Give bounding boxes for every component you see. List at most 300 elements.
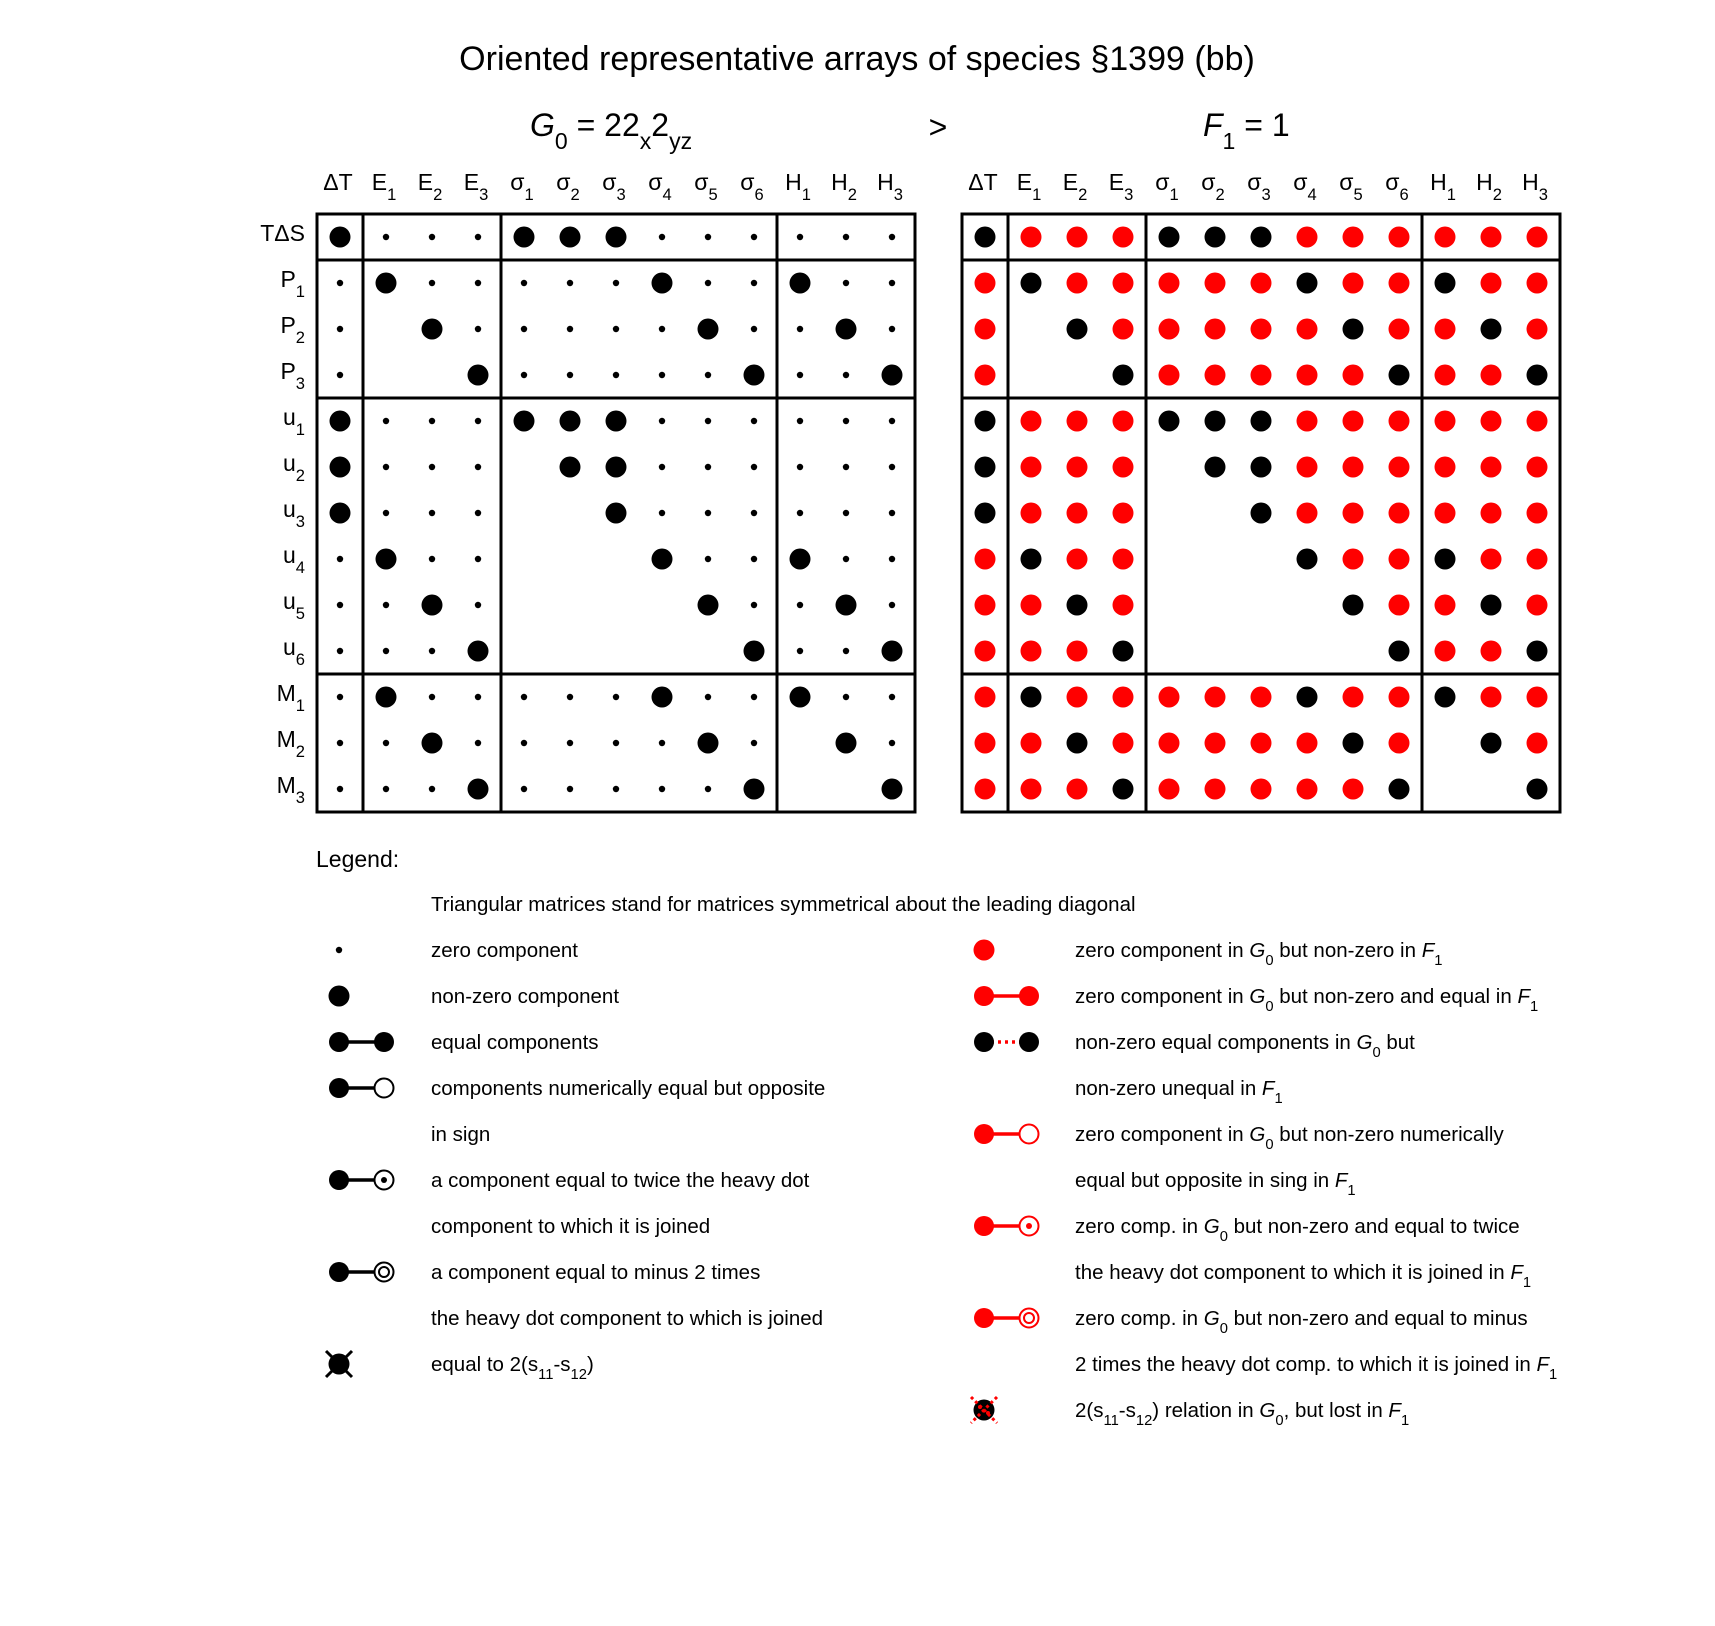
non-zero-component-dot [1021, 549, 1042, 570]
red-component-dot [1113, 227, 1134, 248]
non-zero-component-dot [560, 227, 581, 248]
non-zero-component-dot [422, 733, 443, 754]
non-zero-component-dot [698, 595, 719, 616]
zero-component-dot [797, 602, 803, 608]
column-label: $\sigma_1$ [510, 169, 534, 204]
non-zero-component-dot [1481, 733, 1502, 754]
row-label: $u_6$ [283, 634, 305, 669]
zero-component-dot [383, 648, 389, 654]
red-component-dot [1113, 411, 1134, 432]
row-label: $u_2$ [283, 450, 305, 485]
red-component-dot [1343, 457, 1364, 478]
legend-text: equal to $2(s_{11}-s_{12})$ [431, 1353, 594, 1383]
heavy-dot [974, 1216, 994, 1236]
non-zero-component-dot [330, 227, 351, 248]
red-component-dot [1067, 273, 1088, 294]
zero-component-dot [659, 326, 665, 332]
red-component-dot [1021, 595, 1042, 616]
red-component-dot [1297, 503, 1318, 524]
column-label: $H_2$ [1476, 169, 1502, 204]
legend-item-red-equal-link [974, 985, 1538, 1015]
column-label: $\sigma_3$ [602, 169, 626, 204]
red-component-dot [1205, 687, 1226, 708]
zero-component-dot [475, 234, 481, 240]
zero-component-dot [659, 418, 665, 424]
f1-formula: $F_1 = 1$ [1203, 107, 1290, 154]
column-label: $H_1$ [785, 169, 811, 204]
non-zero-component-dot [744, 641, 765, 662]
column-label: ΔT [323, 169, 353, 195]
zero-component-dot [659, 464, 665, 470]
non-zero-component-dot [1343, 595, 1364, 616]
non-zero-component-dot [376, 687, 397, 708]
zero-component-dot [751, 694, 757, 700]
row-label: $u_1$ [283, 404, 305, 439]
zero-component-dot [521, 372, 527, 378]
zero-component-dot [429, 280, 435, 286]
non-zero-component-dot [1527, 779, 1548, 800]
red-component-dot [1205, 365, 1226, 386]
legend-text: a component equal to twice the heavy dot [431, 1169, 810, 1192]
red-component-dot [1205, 273, 1226, 294]
legend-text: component to which it is joined [431, 1215, 711, 1238]
zero-component-dot [889, 464, 895, 470]
zero-component-dot [843, 372, 849, 378]
non-zero-component-dot [744, 779, 765, 800]
red-component-dot [1067, 779, 1088, 800]
column-label: $\sigma_6$ [1385, 169, 1409, 204]
red-component-dot [1205, 319, 1226, 340]
zero-component-dot [337, 740, 343, 746]
non-zero-component-dot [1205, 411, 1226, 432]
red-component-dot [1021, 733, 1042, 754]
column-label: $E_2$ [417, 169, 443, 204]
red-component-dot [1481, 227, 1502, 248]
zero-component-dot [751, 280, 757, 286]
column-label: $\sigma_1$ [1155, 169, 1179, 204]
non-zero-component-dot [1067, 319, 1088, 340]
legend-item-cross-dot [326, 1351, 594, 1383]
zero-component-dot [751, 602, 757, 608]
legend-note: Triangular matrices stand for matrices symmetrical about the leading diagonal [431, 893, 1136, 916]
red-component-dot [1481, 457, 1502, 478]
column-label: $H_1$ [1430, 169, 1456, 204]
legend-item-minus-two-link [329, 1261, 823, 1330]
row-label: $u_3$ [283, 496, 305, 531]
red-component-dot [1021, 457, 1042, 478]
red-component-dot [1297, 365, 1318, 386]
non-zero-component-dot [698, 319, 719, 340]
red-component-dot [1389, 273, 1410, 294]
zero-component-dot [751, 464, 757, 470]
legend-text: the heavy dot component to which is joined [431, 1307, 824, 1330]
non-zero-component-dot [606, 411, 627, 432]
zero-component-dot [475, 326, 481, 332]
row-label: $M_1$ [276, 680, 305, 715]
zero-component-dot [889, 602, 895, 608]
zero-component-dot [337, 602, 343, 608]
red-component-dot [975, 595, 996, 616]
zero-component-dot [659, 510, 665, 516]
red-component-dot [975, 779, 996, 800]
open-dot [375, 1079, 394, 1098]
heavy-dot [329, 1170, 349, 1190]
red-component-dot [1159, 319, 1180, 340]
red-component-dot [1343, 549, 1364, 570]
red-component-dot [1297, 779, 1318, 800]
red-component-dot [1343, 503, 1364, 524]
non-zero-component-dot [376, 549, 397, 570]
zero-component-dot [889, 326, 895, 332]
zero-component-dot [429, 694, 435, 700]
heavy-dot [974, 1032, 994, 1052]
zero-component-dot [843, 280, 849, 286]
zero-component-dot [567, 694, 573, 700]
zero-component-dot [797, 234, 803, 240]
column-label: $E_1$ [1016, 169, 1042, 204]
non-zero-component-dot [652, 549, 673, 570]
zero-component-dot [797, 372, 803, 378]
column-label: $E_3$ [463, 169, 489, 204]
non-zero-component-dot [1205, 457, 1226, 478]
legend-left-column [326, 939, 825, 1383]
non-zero-component-dot [330, 457, 351, 478]
red-component-dot [1113, 503, 1134, 524]
zero-component-dot [889, 740, 895, 746]
zero-component-dot [751, 326, 757, 332]
non-zero-component-dot [560, 457, 581, 478]
red-component-dot [1021, 411, 1042, 432]
non-zero-component-dot [422, 595, 443, 616]
red-component-dot [1067, 549, 1088, 570]
legend-text: zero component in $G_0$ but non-zero and equal in $F_1$ [1075, 985, 1539, 1015]
zero-component-dot [705, 556, 711, 562]
red-component-dot [1435, 365, 1456, 386]
zero-component-dot [843, 234, 849, 240]
red-component-dot [975, 687, 996, 708]
non-zero-component-dot [1527, 641, 1548, 662]
zero-component-dot [429, 464, 435, 470]
zero-component-dot [613, 326, 619, 332]
red-component-dot [1343, 687, 1364, 708]
non-zero-component-dot [330, 503, 351, 524]
zero-component-dot [613, 280, 619, 286]
non-zero-component-dot [1297, 687, 1318, 708]
non-zero-component-dot [514, 411, 535, 432]
non-zero-component-dot [1067, 733, 1088, 754]
red-component-dot [975, 319, 996, 340]
red-component-dot [1113, 319, 1134, 340]
zero-component-dot [843, 648, 849, 654]
zero-component-dot [475, 602, 481, 608]
non-zero-component-dot [882, 641, 903, 662]
non-zero-component-dot [606, 503, 627, 524]
joined-dot [1019, 986, 1039, 1006]
zero-component-dot [567, 786, 573, 792]
red-component-dot [1021, 503, 1042, 524]
red-speck [986, 1411, 990, 1415]
row-label: $P_2$ [280, 312, 305, 347]
open-dot [375, 1263, 394, 1282]
column-label: $\sigma_4$ [1293, 169, 1317, 204]
red-component-dot [1113, 273, 1134, 294]
red-component-dot [1159, 733, 1180, 754]
non-zero-component-dot [836, 319, 857, 340]
zero-component-dot [475, 740, 481, 746]
red-component-dot [1251, 319, 1272, 340]
red-component-dot [1021, 227, 1042, 248]
zero-component-dot [797, 648, 803, 654]
red-component-dot [1389, 457, 1410, 478]
red-component-dot [1021, 779, 1042, 800]
non-zero-component-dot [1251, 411, 1272, 432]
zero-component-dot [613, 372, 619, 378]
zero-component-dot [429, 556, 435, 562]
red-component-dot [1435, 503, 1456, 524]
zero-component-dot [889, 556, 895, 562]
red-component-dot [1251, 273, 1272, 294]
zero-component-dot [475, 280, 481, 286]
heavy-dot [974, 1124, 994, 1144]
legend-text: non-zero equal components in $G_0$ but [1075, 1031, 1415, 1061]
non-zero-component-dot [882, 779, 903, 800]
legend-text: zero comp. in $G_0$ but non-zero and equal to twice [1075, 1215, 1520, 1245]
red-component-dot [1113, 595, 1134, 616]
non-zero-component-dot [1021, 273, 1042, 294]
zero-component-dot [705, 464, 711, 470]
open-dot [1020, 1125, 1039, 1144]
red-component-dot [1481, 411, 1502, 432]
red-component-dot [1389, 503, 1410, 524]
non-zero-component-dot [1297, 273, 1318, 294]
zero-component-dot [613, 740, 619, 746]
red-component-dot [1067, 641, 1088, 662]
red-component-dot [1435, 641, 1456, 662]
red-component-dot [1527, 457, 1548, 478]
zero-component-dot [383, 234, 389, 240]
zero-component-dot [383, 418, 389, 424]
non-zero-component-dot [790, 273, 811, 294]
red-component-dot [1343, 411, 1364, 432]
non-zero-component-dot [744, 365, 765, 386]
zero-component-dot [797, 418, 803, 424]
legend-item-twice-link [329, 1169, 810, 1238]
zero-component-dot [705, 786, 711, 792]
zero-component-dot [429, 510, 435, 516]
non-zero-component-dot [1527, 365, 1548, 386]
diagram-title: Oriented representative arrays of species §1399 (bb) [459, 40, 1255, 78]
non-zero-component-dot [514, 227, 535, 248]
red-component-dot [1343, 365, 1364, 386]
legend-item-broken-link [974, 1031, 1415, 1107]
red-component-dot [1389, 227, 1410, 248]
heavy-dot [329, 1262, 349, 1282]
red-component-dot [1205, 733, 1226, 754]
non-zero-component-dot [560, 411, 581, 432]
non-zero-component-dot [1067, 595, 1088, 616]
non-zero-component-dot [1389, 365, 1410, 386]
red-component-dot [1251, 365, 1272, 386]
legend-text: $2(s_{11}-s_{12})$ relation in $G_0$, but lost in $F_1$ [1075, 1399, 1410, 1429]
relation-symbol: > [928, 109, 948, 145]
column-label: $E_3$ [1108, 169, 1134, 204]
zero-component-dot [751, 556, 757, 562]
heading-formulas [530, 107, 1290, 154]
legend-text: zero component in $G_0$ but non-zero in $F_1$ [1075, 939, 1443, 969]
legend-item-red-twice-link [974, 1215, 1531, 1291]
non-zero-component-dot [1481, 319, 1502, 340]
non-zero-component-dot [1251, 227, 1272, 248]
legend-item-small-dot [336, 939, 579, 962]
zero-component-dot [659, 740, 665, 746]
red-component-dot [1389, 411, 1410, 432]
red-component-dot [1435, 227, 1456, 248]
zero-component-dot [337, 372, 343, 378]
row-labels [260, 220, 305, 807]
non-zero-component-dot [1343, 319, 1364, 340]
legend-text: equal components [431, 1031, 599, 1054]
row-label: $P_1$ [280, 266, 305, 301]
zero-component-dot [567, 740, 573, 746]
red-component-dot [1297, 457, 1318, 478]
non-zero-component-dot [652, 273, 673, 294]
column-label: $\sigma_5$ [1339, 169, 1363, 204]
non-zero-component-dot [1389, 779, 1410, 800]
column-label: $\sigma_6$ [740, 169, 764, 204]
red-component-dot [1251, 733, 1272, 754]
zero-component-dot [337, 786, 343, 792]
non-zero-component-dot [698, 733, 719, 754]
zero-component-dot [659, 372, 665, 378]
non-zero-component-dot [1113, 641, 1134, 662]
red-component-dot [1113, 457, 1134, 478]
zero-component-dot [613, 694, 619, 700]
zero-component-dot [567, 372, 573, 378]
zero-component-dot [843, 418, 849, 424]
non-zero-component-dot [1251, 503, 1272, 524]
column-label: $\sigma_5$ [694, 169, 718, 204]
zero-component-dot [429, 786, 435, 792]
red-component-dot [975, 733, 996, 754]
zero-component-dot [751, 740, 757, 746]
row-label: $M_3$ [276, 772, 305, 807]
red-component-dot [1297, 733, 1318, 754]
non-zero-component-dot [1481, 595, 1502, 616]
non-zero-component-dot [1435, 549, 1456, 570]
zero-component-dot [337, 556, 343, 562]
red-component-dot [1389, 595, 1410, 616]
legend-text: components numerically equal but opposite [431, 1077, 826, 1100]
zero-component-dot [337, 280, 343, 286]
zero-component-dot [659, 234, 665, 240]
column-label: $\sigma_2$ [556, 169, 580, 204]
non-zero-component-dot [836, 595, 857, 616]
legend-item-lost-cross-dot [971, 1397, 1409, 1429]
zero-component-dot [475, 556, 481, 562]
red-component-dot [1481, 503, 1502, 524]
column-label: $H_3$ [877, 169, 903, 204]
zero-component-dot [383, 602, 389, 608]
zero-component-dot [843, 556, 849, 562]
non-zero-component-dot [652, 687, 673, 708]
red-component-dot [1527, 549, 1548, 570]
zero-component-dot [521, 694, 527, 700]
zero-component-dot [475, 418, 481, 424]
center-dot [381, 1177, 387, 1183]
red-component-dot [1067, 227, 1088, 248]
red-component-dot [1297, 227, 1318, 248]
zero-component-dot [429, 234, 435, 240]
zero-component-icon [336, 947, 342, 953]
zero-component-dot [613, 786, 619, 792]
zero-component-dot [751, 418, 757, 424]
legend-text: in sign [431, 1123, 491, 1146]
red-component-dot [1435, 411, 1456, 432]
zero-component-dot [705, 510, 711, 516]
center-dot [1026, 1223, 1032, 1229]
row-label: $M_2$ [276, 726, 305, 761]
red-component-dot [1113, 549, 1134, 570]
red-component-dot [1067, 411, 1088, 432]
red-component-dot [1435, 319, 1456, 340]
non-zero-component-dot [975, 503, 996, 524]
red-component-dot [1389, 733, 1410, 754]
zero-component-dot [337, 326, 343, 332]
zero-component-dot [475, 694, 481, 700]
zero-component-dot [843, 464, 849, 470]
legend-item-red-minus-two-link [974, 1307, 1557, 1383]
zero-component-dot [797, 464, 803, 470]
non-zero-component-dot [975, 457, 996, 478]
red-speck [978, 1405, 982, 1409]
zero-component-dot [521, 740, 527, 746]
red-component-dot [1481, 365, 1502, 386]
non-zero-component-dot [468, 779, 489, 800]
red-component-icon [974, 940, 995, 961]
red-component-dot [1389, 687, 1410, 708]
non-zero-component-icon [329, 986, 350, 1007]
column-label: $E_2$ [1062, 169, 1088, 204]
non-zero-component-dot [1435, 687, 1456, 708]
legend-item-large-dot [329, 985, 620, 1008]
red-component-dot [1113, 733, 1134, 754]
non-zero-component-dot [1435, 273, 1456, 294]
non-zero-component-dot [790, 549, 811, 570]
zero-component-dot [475, 464, 481, 470]
zero-component-dot [843, 510, 849, 516]
zero-component-dot [705, 694, 711, 700]
red-component-dot [975, 549, 996, 570]
non-zero-component-dot [882, 365, 903, 386]
legend-text: 2 times the heavy dot comp. to which it is joined in $F_1$ [1075, 1353, 1558, 1383]
non-zero-component-dot [1389, 641, 1410, 662]
zero-component-dot [889, 234, 895, 240]
zero-component-dot [705, 418, 711, 424]
legend-text: non-zero unequal in $F_1$ [1075, 1077, 1283, 1107]
red-component-dot [1205, 779, 1226, 800]
red-component-dot [1021, 641, 1042, 662]
zero-component-dot [429, 648, 435, 654]
red-component-dot [1159, 273, 1180, 294]
red-component-dot [1067, 687, 1088, 708]
red-component-dot [1435, 595, 1456, 616]
red-component-dot [1527, 687, 1548, 708]
legend-text: a component equal to minus 2 times [431, 1261, 761, 1284]
red-component-dot [1159, 687, 1180, 708]
column-label: ΔT [968, 169, 998, 195]
legend-item-opposite-link [329, 1077, 825, 1146]
row-label: $u_5$ [283, 588, 305, 623]
